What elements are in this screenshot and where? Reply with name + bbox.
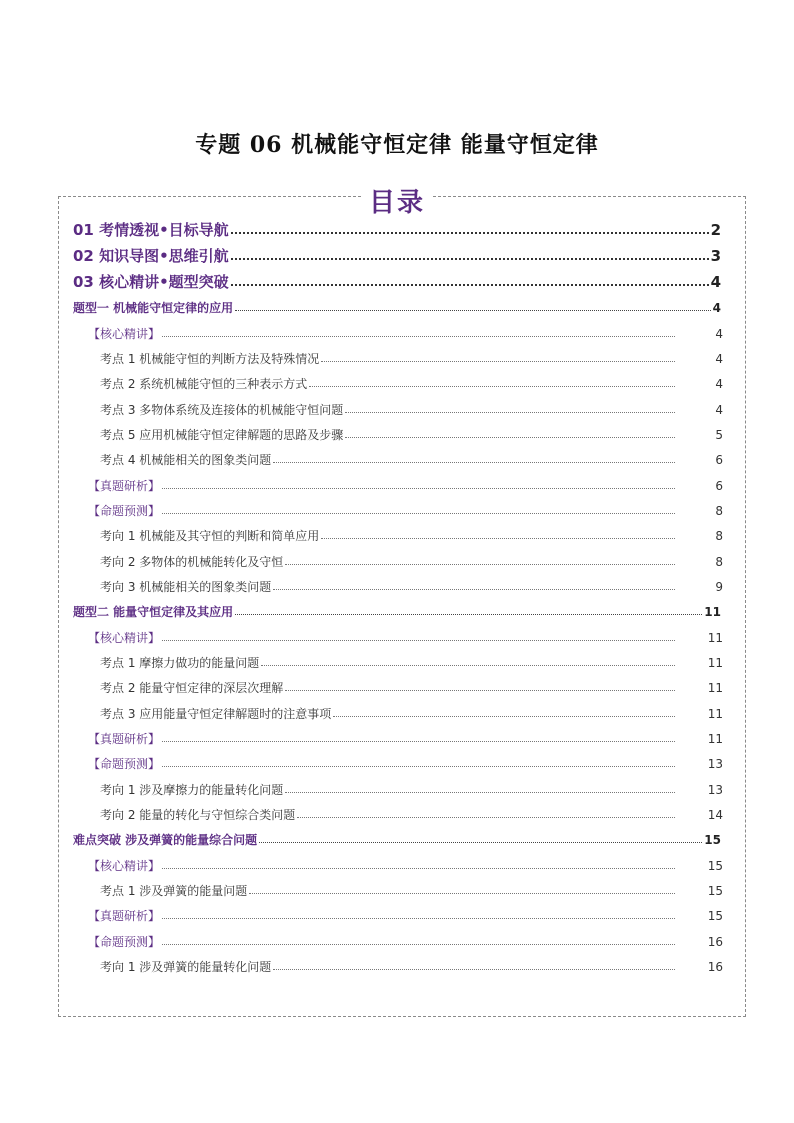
toc-entry-page: 16	[707, 935, 723, 949]
toc-entry-label: 【命题预测】	[88, 504, 161, 518]
toc-entry-label: 【真题研析】	[88, 732, 161, 746]
toc-leader	[345, 437, 675, 438]
toc-entry-item[interactable]	[100, 426, 723, 443]
toc-leader	[162, 868, 675, 869]
toc-entry-page: 15	[707, 909, 723, 923]
toc-leader	[235, 310, 710, 311]
toc-entry-page: 15	[707, 884, 723, 898]
toc-entry-label: 题型一 机械能守恒定律的应用	[73, 301, 234, 315]
toc-entry-page: 11	[707, 732, 723, 746]
toc-leader	[333, 716, 675, 717]
toc-entry-label: 考向 2 多物体的机械能转化及守恒	[100, 555, 284, 569]
toc-leader	[261, 665, 675, 666]
toc-entry-label: 【核心精讲】	[88, 327, 161, 341]
toc-entry-section[interactable]	[88, 325, 723, 342]
toc-entry-label: 03 核心精讲•题型突破	[73, 273, 229, 291]
toc-entry-item[interactable]	[100, 882, 723, 899]
toc-entry-label: 【命题预测】	[88, 935, 161, 949]
toc-entry-label: 考向 3 机械能相关的图象类问题	[100, 580, 272, 594]
toc-leader	[162, 640, 675, 641]
toc-entry-label: 【真题研析】	[88, 909, 161, 923]
toc-entry-label: 【核心精讲】	[88, 859, 161, 873]
toc-entry-item[interactable]	[100, 401, 723, 418]
toc-entry-page: 11	[707, 631, 723, 645]
toc-entry-item[interactable]	[100, 527, 723, 544]
toc-leader	[321, 538, 675, 539]
toc-leader	[231, 232, 709, 234]
toc-leader	[273, 589, 675, 590]
toc-entry-label: 考点 2 系统机械能守恒的三种表示方式	[100, 377, 308, 391]
toc-entry-section[interactable]	[88, 907, 723, 924]
toc-entry-page: 4	[710, 273, 721, 291]
toc-entry-page: 15	[704, 833, 721, 847]
toc-leader	[259, 842, 702, 843]
toc-entry-label: 考向 1 涉及摩擦力的能量转化问题	[100, 783, 284, 797]
toc-leader	[231, 284, 709, 286]
toc-entry-topic-1[interactable]	[73, 299, 721, 316]
toc-entry-item[interactable]	[100, 958, 723, 975]
toc-entry-page: 8	[715, 555, 723, 569]
toc-entry-page: 6	[715, 453, 723, 467]
toc-entry-topic-2[interactable]	[73, 603, 721, 620]
toc-entry-item[interactable]	[100, 451, 723, 468]
toc-entry-section[interactable]	[88, 857, 723, 874]
toc-leader	[273, 462, 675, 463]
toc-entry-item[interactable]	[100, 578, 723, 595]
toc-entry-page: 6	[715, 479, 723, 493]
toc-entry-page: 8	[715, 504, 723, 518]
toc-entry-item[interactable]	[100, 679, 723, 696]
toc-entry-page: 16	[707, 960, 723, 974]
toc-entry-page: 3	[710, 247, 721, 265]
toc-entry-page: 15	[707, 859, 723, 873]
toc-entry-label: 02 知识导图•思维引航	[73, 247, 229, 265]
toc-entry-page: 9	[715, 580, 723, 594]
toc-leader	[297, 817, 675, 818]
toc-entry-section[interactable]	[88, 629, 723, 646]
toc-leader	[285, 792, 675, 793]
toc-entry-page: 4	[712, 301, 721, 315]
toc-leader	[162, 766, 675, 767]
toc-leader	[231, 258, 709, 260]
toc-entry-overview[interactable]	[73, 219, 721, 240]
toc-entry-page: 8	[715, 529, 723, 543]
toc-leader	[162, 918, 675, 919]
toc-entry-label: 【核心精讲】	[88, 631, 161, 645]
toc-entry-item[interactable]	[100, 654, 723, 671]
toc-entry-item[interactable]	[100, 781, 723, 798]
toc-leader	[162, 944, 675, 945]
toc-entry-label: 考向 1 涉及弹簧的能量转化问题	[100, 960, 272, 974]
toc-leader	[162, 336, 675, 337]
toc-entry-page: 11	[707, 707, 723, 721]
toc-entry-page: 4	[715, 327, 723, 341]
toc-leader	[309, 386, 675, 387]
toc-heading	[0, 182, 794, 219]
toc-entry-item[interactable]	[100, 705, 723, 722]
toc-entry-page: 11	[704, 605, 721, 619]
toc-leader	[273, 969, 675, 970]
toc-entry-label: 【真题研析】	[88, 479, 161, 493]
toc-entry-page: 2	[710, 221, 721, 239]
toc-entry-page: 4	[715, 403, 723, 417]
toc-entry-label: 难点突破 涉及弹簧的能量综合问题	[73, 833, 258, 847]
toc-entry-section[interactable]	[88, 755, 723, 772]
toc-entry-item[interactable]	[100, 375, 723, 392]
toc-entry-label: 考点 1 机械能守恒的判断方法及特殊情况	[100, 352, 320, 366]
toc-entry-label: 01 考情透视•目标导航	[73, 221, 229, 239]
toc-entry-section[interactable]	[88, 730, 723, 747]
toc-entry-label: 考向 2 能量的转化与守恒综合类问题	[100, 808, 296, 822]
toc-entry-item[interactable]	[100, 350, 723, 367]
toc-entry-page: 14	[707, 808, 723, 822]
toc-entry-label: 题型二 能量守恒定律及其应用	[73, 605, 234, 619]
toc-entry-page: 4	[715, 352, 723, 366]
toc-entry-label: 考向 1 机械能及其守恒的判断和简单应用	[100, 529, 320, 543]
toc-entry-label: 【命题预测】	[88, 757, 161, 771]
toc-leader	[321, 361, 675, 362]
document-title: 专题 06 机械能守恒定律 能量守恒定律	[195, 132, 599, 158]
toc-entry-label: 考点 5 应用机械能守恒定律解题的思路及步骤	[100, 428, 344, 442]
toc-entry-label: 考点 1 摩擦力做功的能量问题	[100, 656, 260, 670]
toc-entry-page: 4	[715, 377, 723, 391]
toc-leader	[285, 690, 675, 691]
toc-entry-item[interactable]	[100, 806, 723, 823]
toc-leader	[249, 893, 675, 894]
toc-entry-label: 考点 1 涉及弹簧的能量问题	[100, 884, 248, 898]
toc-entry-page: 13	[707, 757, 723, 771]
toc-leader	[162, 488, 675, 489]
toc-entry-label: 考点 2 能量守恒定律的深层次理解	[100, 681, 284, 695]
toc-leader	[285, 564, 675, 565]
toc-entry-difficulty[interactable]	[73, 831, 721, 848]
toc-entry-item[interactable]	[100, 553, 723, 570]
toc-entry-core[interactable]	[73, 271, 721, 292]
toc-entry-label: 考点 4 机械能相关的图象类问题	[100, 453, 272, 467]
toc-leader	[345, 412, 675, 413]
toc-heading-text: 目录	[363, 188, 431, 218]
toc-leader	[162, 741, 675, 742]
toc-entry-section[interactable]	[88, 477, 723, 494]
toc-entry-mindmap[interactable]	[73, 245, 721, 266]
toc-entry-label: 考点 3 应用能量守恒定律解题时的注意事项	[100, 707, 332, 721]
toc-entry-page: 5	[715, 428, 723, 442]
toc-leader	[235, 614, 702, 615]
toc-entry-page: 13	[707, 783, 723, 797]
toc-entry-page: 11	[707, 681, 723, 695]
toc-entry-section[interactable]	[88, 933, 723, 950]
toc-entry-section[interactable]	[88, 502, 723, 519]
toc-leader	[162, 513, 675, 514]
toc-entry-page: 11	[707, 656, 723, 670]
toc-entry-label: 考点 3 多物体系统及连接体的机械能守恒问题	[100, 403, 344, 417]
